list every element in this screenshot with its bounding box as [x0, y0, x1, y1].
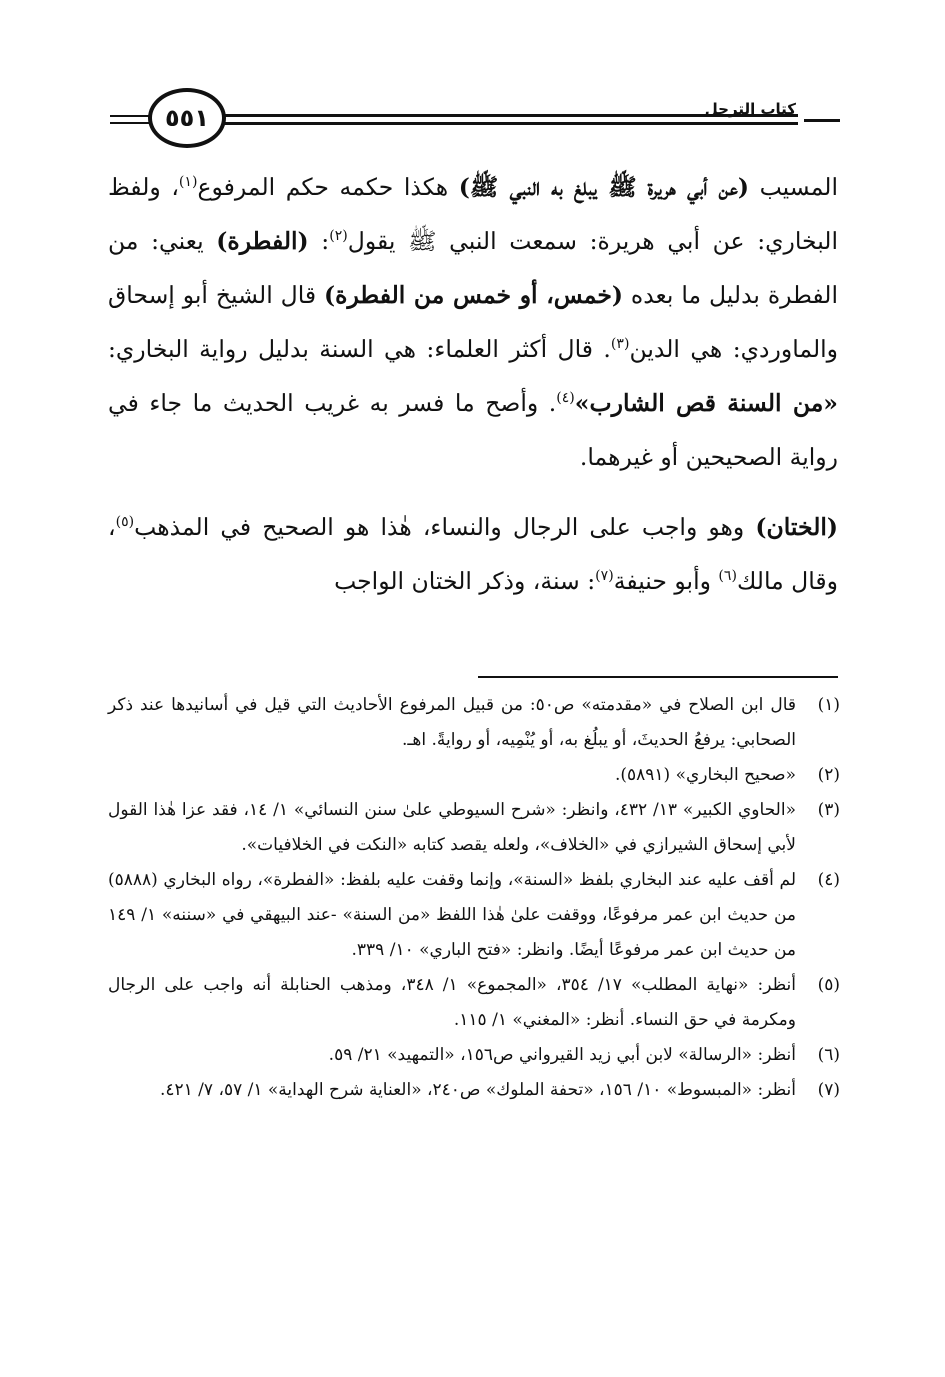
book-title: كتاب الترجل — [704, 100, 796, 118]
footnote-text: «صحيح البخاري» (٥٨٩١). — [614, 765, 796, 785]
header-rule-end — [804, 119, 840, 122]
footnote — [108, 758, 840, 793]
footnote-number: (١) — [817, 695, 840, 715]
text-run: ، وقال مالك — [108, 513, 838, 595]
footnote — [108, 968, 840, 1038]
footnote — [108, 1073, 840, 1108]
text-run: : — [308, 227, 330, 255]
footnote-ref: (٢) — [329, 228, 348, 245]
footnote-text: أنظر: «الرسالة» لابن أبي زيد القيرواني ص١٥٦، «التمهيد» ٢١/ ٥٩. — [328, 1045, 796, 1065]
footnote-ref: (٥) — [115, 514, 135, 531]
text-run: هكذا حكمه حكم المرفوع — [197, 173, 459, 201]
footnote-ref: (١) — [178, 174, 198, 191]
footnote-text: أنظر: «نهاية المطلب» ١٧/ ٣٥٤، «المجموع» ١/ ٣٤٨، ومذهب الحنابلة أنه واجب على الرجال ومكرمة في حق النساء. أنظر: «المغني» ١/ ١١٥. — [108, 975, 796, 1030]
quoted-text: «من السنة قص الشارب» — [574, 389, 838, 417]
main-text — [108, 160, 838, 608]
footnote — [108, 688, 840, 758]
text-run: : سنة، وذكر الختان الواجب — [334, 567, 596, 595]
footnote-text: قال ابن الصلاح في «مقدمته» ص٥٠: من قبيل المرفوع الأحاديث التي قيل في أسانيدها عند ذكر الصحابي: يرفعُ الحديثَ، أو يبلُغ به، أو يُنْمِيه، أو روايةً. اهـ. — [108, 695, 796, 750]
footnote-ref: (٦) — [718, 568, 737, 585]
text-run: وأبو حنيفة — [613, 567, 719, 595]
text-run: المسيب — [748, 173, 838, 201]
header-rule-right — [218, 122, 798, 125]
footnotes — [108, 688, 840, 1108]
quoted-text: (عن أبي هريرة ﷺ يبلغ به النبي ﷺ) — [458, 173, 749, 201]
text-run: وهو واجب على الرجال والنساء، هٰذا هو الصحيح في المذهب — [134, 513, 756, 541]
text-run: . قال أكثر العلماء: هي السنة بدليل رواية البخاري: — [108, 335, 611, 363]
quoted-text: (الفطرة) — [216, 227, 309, 255]
paragraph-1 — [108, 160, 838, 484]
footnote — [108, 863, 840, 968]
footnote-ref: (٣) — [610, 336, 630, 353]
quoted-text: (الختان) — [755, 513, 838, 541]
header-rule-left — [110, 115, 152, 117]
page-header — [110, 86, 840, 166]
paragraph-2 — [108, 500, 838, 608]
footnote-number: (٥) — [817, 975, 840, 995]
text-run: . وأصح ما فسر به غريب الحديث ما جاء في رواية الصحيحين أو غيرهما. — [108, 389, 838, 471]
footnote-text: لم أقف عليه عند البخاري بلفظ «السنة»، وإنما وقفت عليه بلفظ: «الفطرة»، رواه البخاري (٥٨٨٨) من حديث ابن عمر مرفوعًا، ووقفت علىٰ هٰذا اللفظ «من السنة» -عند البيهقي في «سننه» ١/ ١٤٩ من حديث ابن عمر مرفوعًا أيضًا. وانظر: «فتح الباري» ١٠/ ٣٣٩. — [108, 870, 797, 960]
footnote-number: (٤) — [817, 870, 840, 890]
footnote-number: (٣) — [817, 800, 840, 820]
text-run: ، ولفظ البخاري: عن أبي هريرة: سمعت النبي ﷺ يقول — [108, 173, 838, 255]
footnote — [108, 793, 840, 863]
footnote — [108, 1038, 840, 1073]
footnote-text: أنظر: «المبسوط» ١٠/ ١٥٦، «تحفة الملوك» ص٢٤٠، «العناية شرح الهداية» ١/ ٥٧، ٧/ ٤٢١. — [159, 1080, 796, 1100]
footnote-number: (٦) — [817, 1045, 840, 1065]
footnote-ref: (٧) — [595, 568, 614, 585]
footnote-separator — [478, 676, 838, 678]
page-number: ٥٥١ — [148, 88, 226, 148]
text-run: قال الشيخ أبو إسحاق والماوردي: هي الدين — [108, 281, 838, 363]
footnote-number: (٢) — [817, 765, 840, 785]
text-run: يعني: من الفطرة بدليل ما بعده — [108, 227, 838, 309]
footnote-ref: (٤) — [556, 390, 575, 407]
header-rule-left — [110, 122, 152, 124]
quoted-text: (خمس، أو خمس من الفطرة) — [324, 281, 623, 309]
footnote-text: «الحاوي الكبير» ١٣/ ٤٣٢، وانظر: «شرح السيوطي علىٰ سنن النسائي» ١/ ١٤، فقد عزا هٰذا القول لأبي إسحاق الشيرازي في «الخلاف»، ولعله يقصد كتابه «النكت في الخلافيات». — [108, 800, 796, 855]
footnote-number: (٧) — [817, 1080, 840, 1100]
